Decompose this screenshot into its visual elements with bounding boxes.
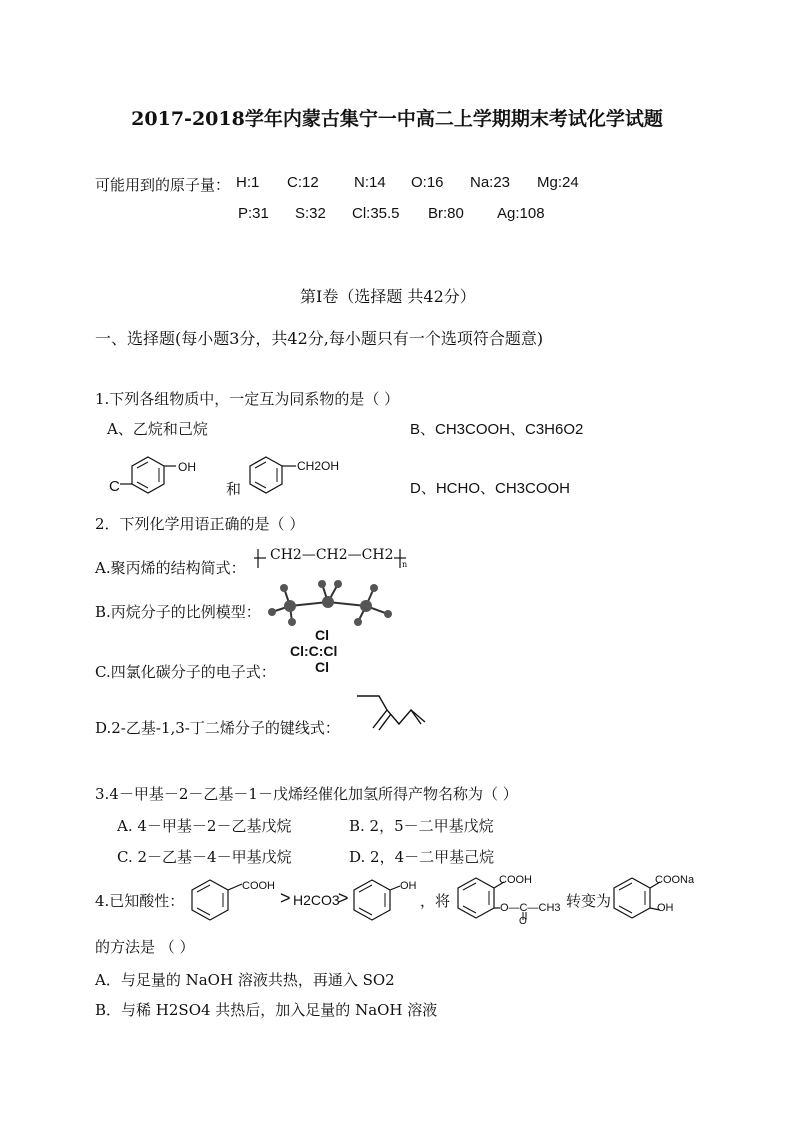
q2-d-bond-line-structure <box>355 692 435 734</box>
q1-option-d: D、HCHO、CH3COOH <box>410 480 571 497</box>
q2-option-c: C.四氯化碳分子的电子式： <box>95 663 276 681</box>
q4-cooh: COOH <box>242 880 275 892</box>
q4-aspirin-cooh: COOH <box>499 874 532 886</box>
q4-h2co3: H2CO3 <box>293 892 340 908</box>
q2-c-lewis-middle: Cl:C:Cl <box>290 643 338 659</box>
q2-stem: 2．下列化学用语正确的是（ ） <box>95 515 305 533</box>
q1-c-ch2oh: CH2OH <box>297 459 340 473</box>
q4-aspirin-ester: O—C—CH3 <box>500 902 561 914</box>
q2-a-formula: CH2—CH2—CH2 <box>270 547 394 563</box>
q4-phenol-oh: OH <box>400 880 417 892</box>
q4-ester-o: O <box>519 916 527 927</box>
mass-cl: Cl:35.5 <box>352 205 400 222</box>
mass-h: H:1 <box>236 174 260 191</box>
q4-product-coona: COONa <box>655 874 695 886</box>
q4-benzoic-acid-ring <box>186 874 246 922</box>
q2-option-d: D.2-乙基-1,3-丁二烯分子的键线式： <box>95 719 340 737</box>
q2-option-b: B.丙烷分子的比例模型： <box>95 603 261 621</box>
page-title: 2017-2018学年内蒙古集宁一中高二上学期期末考试化学试题 <box>131 108 663 130</box>
q2-b-propane-model <box>262 580 412 628</box>
q3-stem: 3.4－甲基－2－乙基－1－戊烯经催化加氢所得产物名称为（ ） <box>95 785 518 803</box>
q4-product-oh: OH <box>657 902 674 914</box>
q1-stem: 1.下列各组物质中，一定互为同系物的是（ ） <box>95 390 400 408</box>
q4-gt-1: > <box>280 888 291 908</box>
q4-stem-end: 的方法是 （ ） <box>95 938 195 956</box>
part-title: 第Ⅰ卷（选择题 共42分） <box>300 287 476 306</box>
q3-option-c: C. 2－乙基－4－甲基戊烷 <box>117 848 292 866</box>
q1-c-structure-1 <box>118 452 198 498</box>
q3-option-d: D. 2，4－二甲基己烷 <box>349 848 495 866</box>
q4-option-a: A．与足量的 NaOH 溶液共热，再通入 SO2 <box>95 971 395 989</box>
mass-s: S:32 <box>295 205 326 222</box>
q1-c-oh: OH <box>178 460 196 474</box>
mass-br: Br:80 <box>428 205 464 222</box>
section-title: 一、选择题(每小题3分，共42分,每小题只有一个选项符合题意) <box>95 329 544 348</box>
mass-na: Na:23 <box>470 174 511 191</box>
atomic-mass-label: 可能用到的原子量： <box>95 177 231 194</box>
q1-option-a: A、乙烷和己烷 <box>107 420 208 438</box>
atomic-mass-row-2 <box>0 205 794 225</box>
q3-option-a: A. 4－甲基－2－乙基戊烷 <box>117 817 292 835</box>
mass-o: O:16 <box>411 174 444 191</box>
q3-option-b: B. 2，5－二甲基戊烷 <box>349 817 494 835</box>
q4-convert: 转变为 <box>566 892 612 910</box>
q2-c-lewis-top: Cl <box>315 627 329 643</box>
atomic-mass-row-1 <box>0 174 794 194</box>
q2-a-n: n <box>402 560 408 569</box>
q4-jiang: ，将 <box>420 892 451 910</box>
mass-mg: Mg:24 <box>537 174 579 191</box>
mass-c: C:12 <box>287 174 319 191</box>
q1-option-c-label: C <box>109 478 120 495</box>
q4-stem-start: 4.已知酸性： <box>95 892 185 910</box>
q2-c-lewis-bottom: Cl <box>315 659 329 675</box>
q2-option-a: A.聚丙烯的结构简式： <box>95 559 246 577</box>
q4-option-b: B．与稀 H2SO4 共热后，加入足量的 NaOH 溶液 <box>95 1001 438 1019</box>
q4-phenol-ring <box>348 874 408 922</box>
q1-c-and: 和 <box>226 480 242 498</box>
q1-option-b: B、CH3COOH、C3H6O2 <box>410 421 584 438</box>
q4-gt-2: > <box>338 888 349 908</box>
mass-ag: Ag:108 <box>497 205 545 222</box>
mass-p: P:31 <box>238 205 269 222</box>
mass-n: N:14 <box>354 174 386 191</box>
